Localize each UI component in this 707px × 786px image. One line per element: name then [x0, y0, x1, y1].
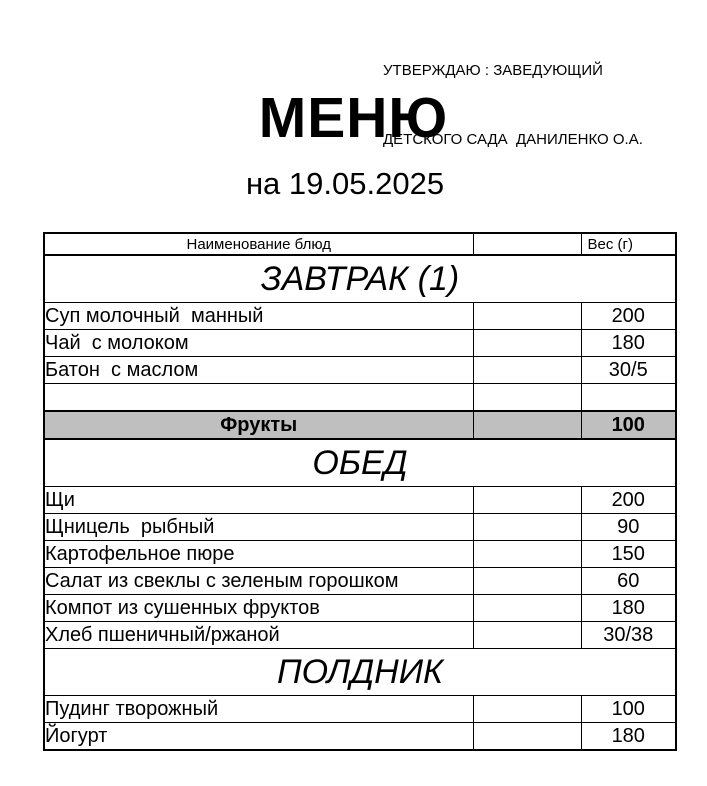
section-title: ЗАВТРАК (1) [44, 255, 676, 303]
date-line: на 19.05.2025 [245, 166, 445, 201]
menu-table-body [44, 255, 676, 750]
approval-line-2: ДЕТСКОГО САДА ДАНИЛЕНКО О.А. [383, 131, 643, 148]
section-row [44, 648, 676, 695]
section-title: ОБЕД [44, 439, 676, 487]
dish-name-cell: Йогурт [44, 722, 473, 750]
weight-cell: 200 [581, 486, 676, 513]
dish-name-cell [44, 384, 473, 411]
middle-cell [473, 621, 581, 648]
dish-row [44, 540, 676, 567]
dish-row [44, 384, 676, 411]
weight-cell: 30/5 [581, 357, 676, 384]
section-row [44, 439, 676, 487]
dish-name-cell: Чай с молоком [44, 330, 473, 357]
section-row [44, 255, 676, 303]
column-header-middle [473, 233, 581, 255]
dish-name-cell: Салат из свеклы с зеленым горошком [44, 567, 473, 594]
middle-cell [473, 567, 581, 594]
dish-row [44, 486, 676, 513]
dish-row [44, 722, 676, 750]
dish-row [44, 330, 676, 357]
middle-cell [473, 722, 581, 750]
weight-cell: 100 [581, 695, 676, 722]
middle-cell [473, 303, 581, 330]
weight-cell: 150 [581, 540, 676, 567]
dish-row [44, 567, 676, 594]
dish-name-cell: Батон с маслом [44, 357, 473, 384]
middle-cell [473, 411, 581, 439]
weight-cell: 200 [581, 303, 676, 330]
weight-cell: 100 [581, 411, 676, 439]
weight-cell: 180 [581, 330, 676, 357]
table-header-row [44, 233, 676, 255]
dish-row [44, 357, 676, 384]
middle-cell [473, 594, 581, 621]
dish-name-cell: Фрукты [44, 411, 473, 439]
middle-cell [473, 513, 581, 540]
dish-name-cell: Пудинг творожный [44, 695, 473, 722]
dish-name-cell: Картофельное пюре [44, 540, 473, 567]
dish-name-cell: Суп молочный манный [44, 303, 473, 330]
middle-cell [473, 695, 581, 722]
dish-row [44, 303, 676, 330]
dish-name-cell: Щи [44, 486, 473, 513]
middle-cell [473, 486, 581, 513]
menu-table [43, 232, 677, 751]
dish-name-cell: Хлеб пшеничный/ржаной [44, 621, 473, 648]
middle-cell [473, 330, 581, 357]
column-header-dish-name: Наименование блюд [44, 233, 473, 255]
middle-cell [473, 357, 581, 384]
weight-cell: 180 [581, 722, 676, 750]
page-title: МЕНЮ [258, 86, 449, 150]
dish-row [44, 594, 676, 621]
dish-row [44, 695, 676, 722]
weight-cell: 180 [581, 594, 676, 621]
dish-row [44, 513, 676, 540]
highlight-row [44, 411, 676, 439]
section-title: ПОЛДНИК [44, 648, 676, 695]
dish-row [44, 621, 676, 648]
dish-name-cell: Щницель рыбный [44, 513, 473, 540]
dish-name-cell: Компот из сушенных фруктов [44, 594, 473, 621]
weight-cell: 90 [581, 513, 676, 540]
column-header-weight: Вес (г) [581, 233, 676, 255]
approval-line-1: УТВЕРЖДАЮ : ЗАВЕДУЮЩИЙ [383, 62, 603, 79]
middle-cell [473, 384, 581, 411]
weight-cell [581, 384, 676, 411]
weight-cell: 60 [581, 567, 676, 594]
weight-cell: 30/38 [581, 621, 676, 648]
middle-cell [473, 540, 581, 567]
